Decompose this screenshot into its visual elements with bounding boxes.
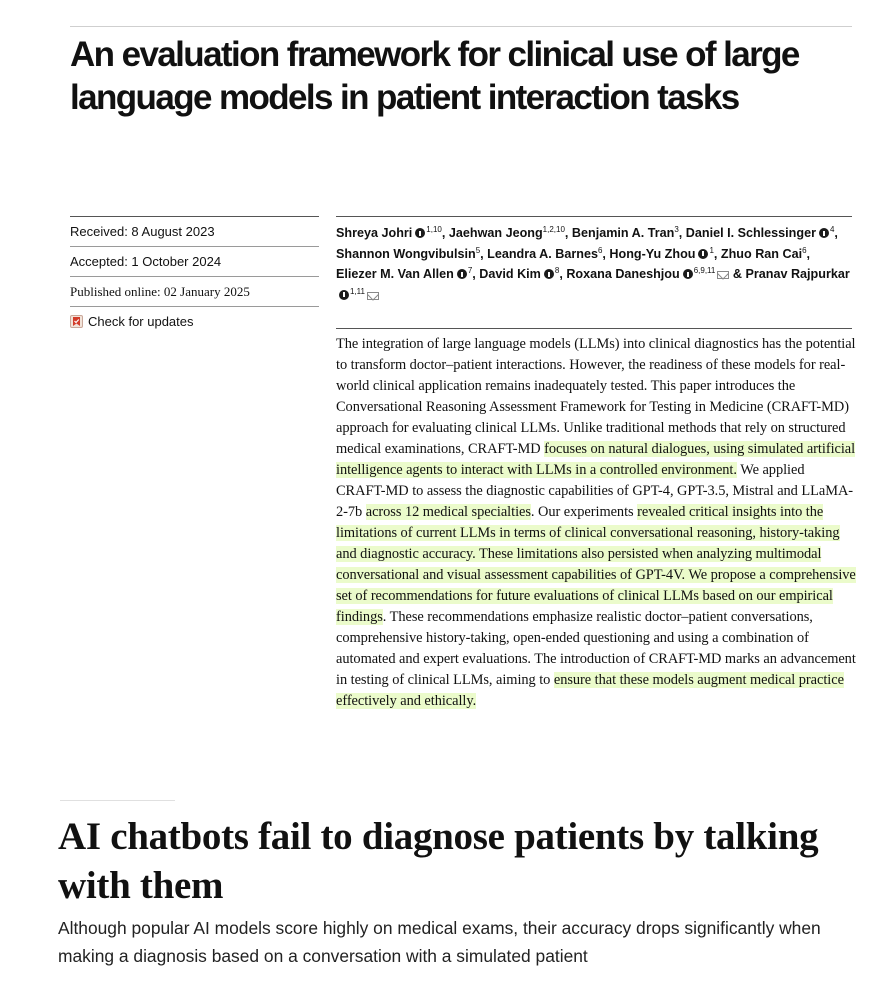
abstract-text: The integration of large language models (LLMs) into clinical diagnostics has the potential to transform doctor–patient interactions. However, the readiness of these models for real-world clinical application remains inadequately tested. This paper introduces the Conversational Reasoning Assessment Framework for Testing in Medicine (CRAFT-MD) approach for evaluating clinical LLMs. Unlike traditional methods that rely on structured medical examinations, CRAFT-MD [336, 336, 856, 457]
author-separator: , [806, 246, 811, 261]
author-name: Benjamin A. Tran [571, 226, 675, 240]
abstract-text: . Our experiments [530, 504, 638, 520]
top-divider [70, 26, 852, 27]
orcid-icon[interactable] [819, 228, 829, 238]
author-entry[interactable] [479, 267, 559, 281]
author-name: Pranav Rajpurkar [745, 267, 850, 281]
author-separator: , [441, 226, 449, 240]
author-separator: , [678, 226, 686, 240]
published-date: Published online: 02 January 2025 [70, 276, 319, 306]
abstract-text: We applied CRAFT-MD to assess the diagnostic capabilities of GPT-4, GPT-3.5, Mistral and LLaMA-2-7b [336, 462, 854, 520]
orcid-icon[interactable] [698, 249, 708, 259]
author-entry[interactable] [336, 247, 480, 261]
author-name: Eliezer M. Van Allen [336, 267, 454, 281]
author-entry[interactable] [686, 226, 835, 240]
check-for-updates-link[interactable] [70, 306, 319, 336]
orcid-icon[interactable] [457, 269, 467, 279]
email-icon[interactable] [367, 292, 379, 300]
author-name: Hong-Yu Zhou [609, 246, 696, 261]
author-name: Shreya Johri [336, 226, 413, 240]
check-for-updates-label: Check for updates [88, 314, 194, 329]
author-affiliation: 5 [475, 245, 481, 255]
author-affiliation: 1,11 [350, 286, 365, 296]
author-name: Jaehwan Jeong [448, 226, 543, 240]
author-entry[interactable] [449, 226, 565, 240]
author-separator: , [713, 246, 721, 261]
orcid-icon[interactable] [683, 269, 693, 279]
author-affiliation: 8 [554, 266, 560, 275]
author-affiliation: 6 [802, 245, 807, 255]
author-entry[interactable] [609, 247, 714, 261]
author-affiliation: 6 [597, 245, 603, 255]
author-entry[interactable] [721, 247, 807, 261]
author-name: Leandra A. Barnes [487, 246, 598, 261]
paper-title: An evaluation framework for clinical use of large language models in patient interaction tasks [70, 35, 799, 117]
crossmark-icon [70, 315, 83, 328]
author-entry[interactable] [336, 226, 442, 240]
abstract-highlight: revealed critical insights into the limitations of current LLMs in terms of clinical conversational reasoning, history-taking and diagnostic accuracy. These limitations also persisted when analyzing multimodal conversational and visual assessment capabilities of GPT-4V. We propose a comprehensive set of recommendations for future evaluations of clinical LLMs based on our empirical findings [336, 504, 856, 625]
abstract-divider [336, 328, 852, 329]
news-headline: AI chatbots fail to diagnose patients by talking with them [58, 815, 819, 907]
author-separator: , [480, 246, 488, 261]
author-entry[interactable] [572, 226, 679, 240]
abstract-highlight: focuses on natural dialogues, using simulated artificial intelligence agents to interact with LLMs in a controlled environment. [336, 441, 856, 478]
accepted-date: Accepted: 1 October 2024 [70, 246, 319, 276]
news-standfirst: Although popular AI models score highly on medical exams, their accuracy drops significantly when making a diagnosis based on a conversation with a simulated patient [58, 918, 821, 966]
email-icon[interactable] [717, 271, 729, 279]
received-date: Received: 8 August 2023 [70, 216, 319, 246]
author-name: Daniel I. Schlessinger [685, 226, 816, 240]
orcid-icon[interactable] [544, 269, 554, 279]
article-dates-panel [70, 216, 319, 336]
orcid-icon[interactable] [415, 228, 425, 238]
abstract-highlight: ensure that these models augment medical practice effectively and ethically. [336, 672, 844, 709]
author-affiliation: 7 [467, 266, 473, 275]
abstract-text: . These recommendations emphasize realistic doctor–patient conversations, comprehensive history-taking, open-ended questioning and using a combination of automated and expert evaluations. The introduction of CRAFT-MD marks an advancement in testing of clinical LLMs, aiming to [336, 609, 856, 688]
abstract-highlight: across 12 medical specialties [365, 504, 531, 520]
author-entry[interactable] [487, 247, 602, 261]
author-name: David Kim [479, 267, 541, 281]
author-separator: & [729, 267, 746, 281]
author-list [336, 216, 852, 305]
author-affiliation: 4 [829, 225, 835, 234]
author-name: Shannon Wongvibulsin [336, 246, 476, 261]
author-separator: , [559, 267, 567, 281]
orcid-icon[interactable] [339, 290, 349, 300]
abstract [336, 334, 856, 712]
section-divider [60, 800, 175, 801]
author-entry[interactable] [566, 267, 729, 281]
author-entry[interactable] [336, 267, 472, 281]
author-affiliation: 3 [674, 225, 679, 234]
author-affiliation: 1,2,10 [542, 225, 565, 234]
author-separator: , [602, 246, 610, 261]
author-name: Zhuo Ran Cai [720, 246, 803, 261]
author-name: Roxana Daneshjou [566, 267, 680, 281]
author-separator: , [472, 267, 480, 281]
author-affiliation: 1 [709, 245, 714, 255]
author-separator: , [564, 226, 572, 240]
author-affiliation: 1,10 [426, 225, 442, 234]
author-affiliation: 6,9,11 [693, 266, 716, 275]
author-separator: , [834, 226, 838, 240]
